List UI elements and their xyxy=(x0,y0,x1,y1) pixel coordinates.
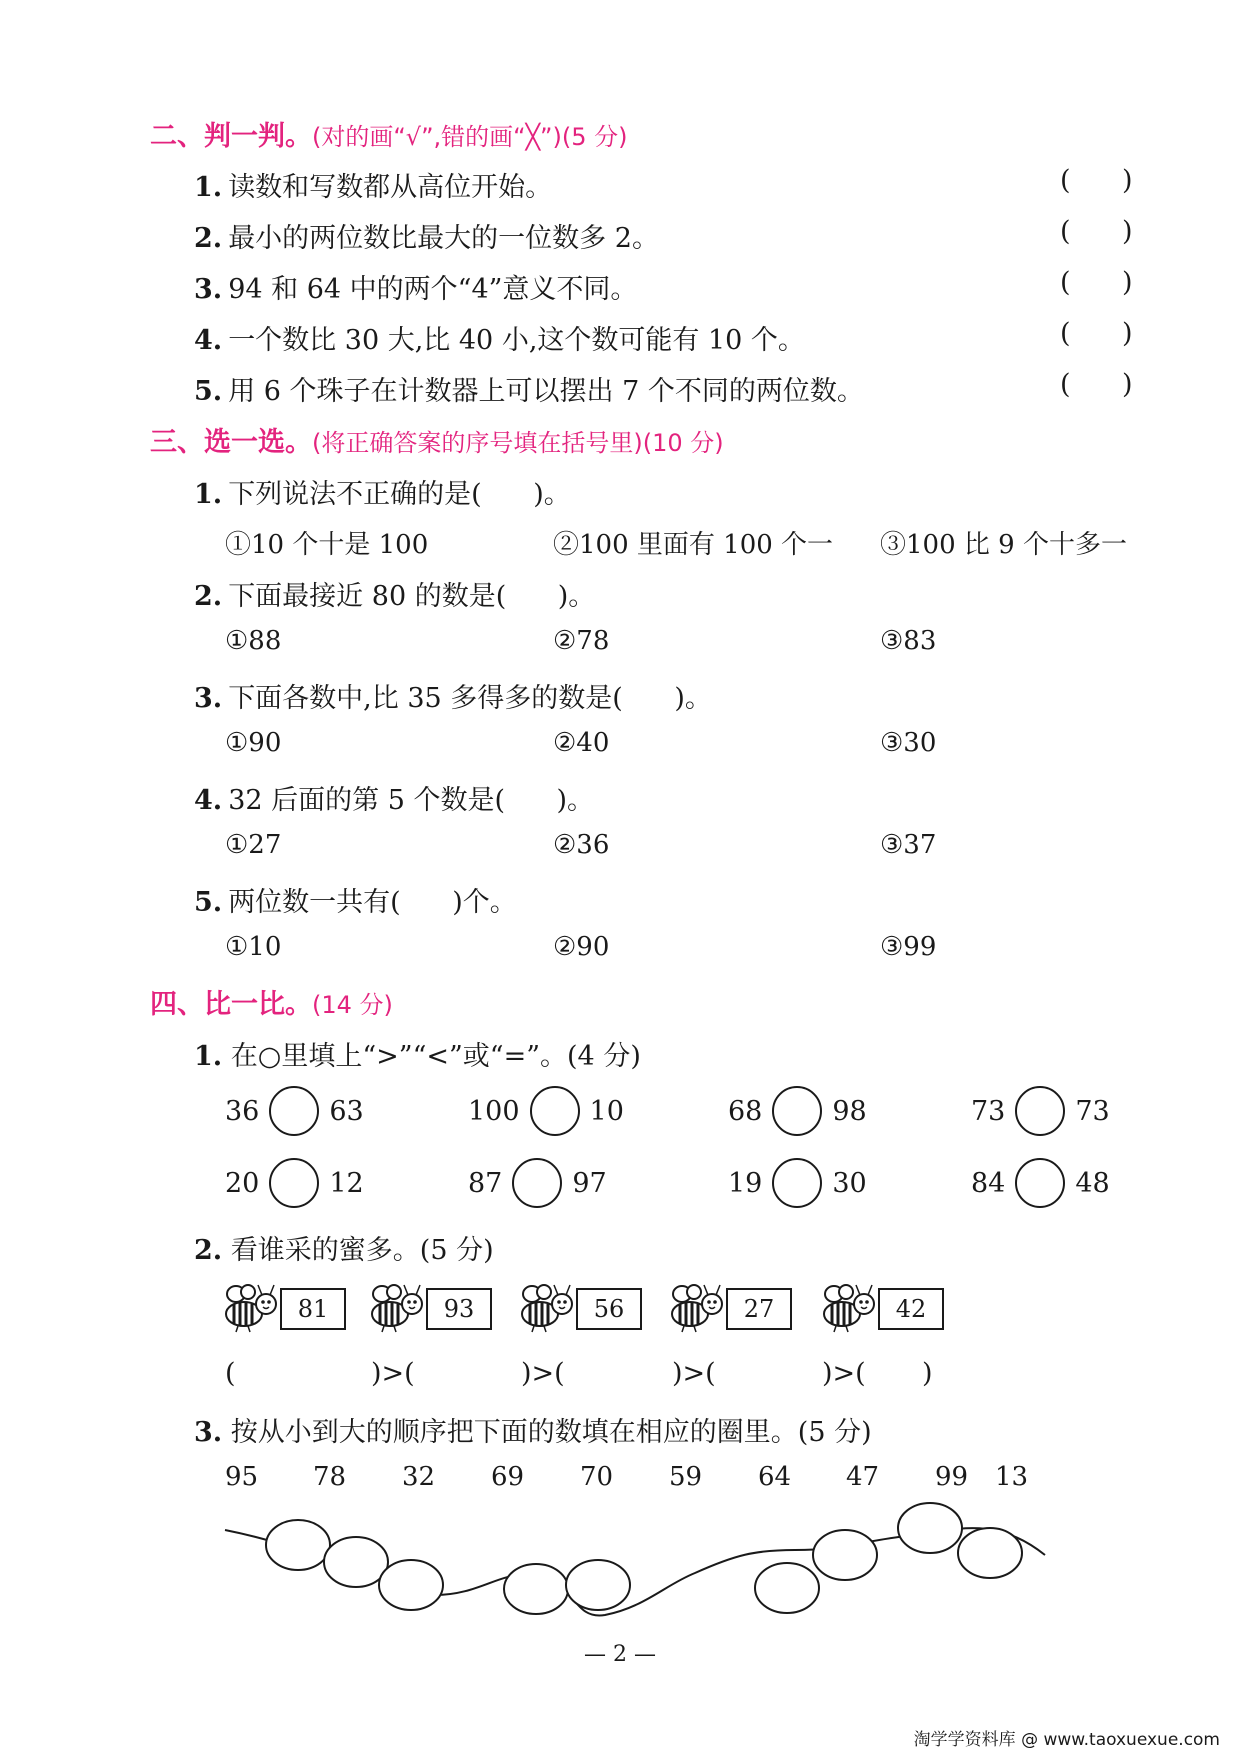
answer-circle-5[interactable] xyxy=(566,1560,630,1610)
bee-icon xyxy=(368,1280,426,1334)
choice-option[interactable]: ③30 xyxy=(880,728,937,758)
answer-circle-4[interactable] xyxy=(504,1564,568,1614)
answer-circle-7[interactable] xyxy=(813,1530,877,1580)
item-number: 5. xyxy=(194,887,223,918)
order-blank[interactable]: )>( xyxy=(672,1358,716,1389)
order-question-text: 按从小到大的顺序把下面的数填在相应的圈里。(5 分) xyxy=(230,1417,872,1448)
honey-box: 27 xyxy=(726,1288,792,1330)
choice-option[interactable]: ①27 xyxy=(225,830,282,860)
right-number: 63 xyxy=(329,1095,364,1127)
compare-pair xyxy=(225,1086,364,1136)
left-number: 20 xyxy=(225,1167,260,1199)
bee-icon xyxy=(820,1280,878,1334)
compare-circle[interactable] xyxy=(772,1086,822,1136)
section-2-note: (对的画“√”,错的画“╳”)(5 分) xyxy=(312,123,628,151)
choice-option[interactable]: ③83 xyxy=(880,626,937,656)
item-text: 用 6 个珠子在计数器上可以摆出 7 个不同的两位数。 xyxy=(228,376,864,407)
choice-option[interactable]: ②36 xyxy=(553,830,610,860)
honey-box: 93 xyxy=(426,1288,492,1330)
compare-circle[interactable] xyxy=(1015,1158,1065,1208)
section-2-heading xyxy=(150,114,627,153)
compare-circle[interactable] xyxy=(530,1086,580,1136)
section-2-title: 二、判一判。 xyxy=(150,121,312,152)
choice-question xyxy=(194,472,571,511)
bee-icon-wrap xyxy=(518,1280,576,1338)
order-blank: ( xyxy=(225,1358,236,1389)
answer-parens[interactable]: ( ) xyxy=(1060,267,1133,298)
bee-icon-wrap xyxy=(368,1280,426,1338)
item-text: 读数和写数都从高位开始。 xyxy=(228,172,553,203)
item-number: 3. xyxy=(194,274,223,305)
judge-item xyxy=(194,267,637,306)
answer-circle-3[interactable] xyxy=(379,1560,443,1610)
honey-box: 81 xyxy=(280,1288,346,1330)
item-text: 32 后面的第 5 个数是( )。 xyxy=(228,785,595,816)
number-to-order: 59 xyxy=(669,1462,703,1492)
compare-circle[interactable] xyxy=(269,1086,319,1136)
item-number: 4. xyxy=(194,325,223,356)
answer-circle-2[interactable] xyxy=(324,1537,388,1587)
compare-circle[interactable] xyxy=(512,1158,562,1208)
number-to-order: 99 xyxy=(935,1462,969,1492)
choice-option[interactable]: ①90 xyxy=(225,728,282,758)
order-question: 3. 按从小到大的顺序把下面的数填在相应的圈里。(5 分) xyxy=(194,1417,872,1448)
number-to-order: 13 xyxy=(995,1462,1029,1492)
bee-group xyxy=(518,1280,642,1338)
item-text: 两位数一共有( )个。 xyxy=(228,887,517,918)
choice-question xyxy=(194,880,517,919)
compare-pair xyxy=(728,1086,867,1136)
right-number: 73 xyxy=(1075,1095,1110,1127)
bee-group xyxy=(820,1280,944,1338)
honey-question-text: 看谁采的蜜多。(5 分) xyxy=(230,1235,494,1266)
answer-circle-8[interactable] xyxy=(898,1503,962,1553)
page-number: — 2 — xyxy=(584,1642,656,1667)
answer-parens[interactable]: ( ) xyxy=(1060,369,1133,400)
bee-icon-wrap xyxy=(820,1280,878,1338)
number-to-order: 32 xyxy=(402,1462,436,1492)
number-chain-diagram xyxy=(215,1495,1060,1625)
honey-box: 42 xyxy=(878,1288,944,1330)
section-4-heading xyxy=(150,982,393,1021)
item-number: 1. xyxy=(194,172,223,203)
answer-parens[interactable]: ( ) xyxy=(1060,165,1133,196)
bee-icon xyxy=(222,1280,280,1334)
judge-item xyxy=(194,369,864,408)
left-number: 68 xyxy=(728,1095,763,1127)
compare-circle[interactable] xyxy=(772,1158,822,1208)
choice-option[interactable]: ③100 比 9 个十多一 xyxy=(880,530,1127,560)
item-text: 下面最接近 80 的数是( )。 xyxy=(228,581,596,612)
left-number: 19 xyxy=(728,1167,763,1199)
right-number: 12 xyxy=(329,1167,364,1199)
section-3-note: (将正确答案的序号填在括号里)(10 分) xyxy=(312,429,724,457)
bee-icon-wrap xyxy=(222,1280,280,1338)
order-blank[interactable]: )>( xyxy=(371,1358,415,1389)
choice-option[interactable]: ②78 xyxy=(553,626,610,656)
order-blank: ) xyxy=(922,1358,933,1389)
bee-icon xyxy=(518,1280,576,1334)
number-to-order: 69 xyxy=(491,1462,525,1492)
choice-question xyxy=(194,574,595,613)
bee-group xyxy=(668,1280,792,1338)
honey-question: 2. 看谁采的蜜多。(5 分) xyxy=(194,1235,494,1266)
choice-option[interactable]: ②100 里面有 100 个一 xyxy=(553,530,834,560)
choice-option[interactable]: ①88 xyxy=(225,626,282,656)
compare-circle[interactable] xyxy=(1015,1086,1065,1136)
choice-option[interactable]: ③37 xyxy=(880,830,937,860)
order-blank[interactable]: )>( xyxy=(521,1358,565,1389)
section-4-note: (14 分) xyxy=(312,991,393,1019)
compare-question: 1. 在○里填上“>”“<”或“=”。(4 分) xyxy=(194,1041,641,1072)
number-to-order: 95 xyxy=(225,1462,259,1492)
item-text: 94 和 64 中的两个“4”意义不同。 xyxy=(228,274,638,305)
choice-option[interactable]: ③99 xyxy=(880,932,937,962)
number-to-order: 78 xyxy=(313,1462,347,1492)
item-number: 2. xyxy=(194,581,223,612)
item-number: 4. xyxy=(194,785,223,816)
choice-option[interactable]: ②90 xyxy=(553,932,610,962)
choice-option[interactable]: ②40 xyxy=(553,728,610,758)
section-3-heading xyxy=(150,420,724,459)
right-number: 48 xyxy=(1075,1167,1110,1199)
compare-circle[interactable] xyxy=(269,1158,319,1208)
item-text: 下面各数中,比 35 多得多的数是( )。 xyxy=(228,683,712,714)
number-to-order: 70 xyxy=(580,1462,614,1492)
item-number: 1. xyxy=(194,479,223,510)
bee-group xyxy=(222,1280,346,1338)
choice-option[interactable]: ①10 个十是 100 xyxy=(225,530,429,560)
right-number: 97 xyxy=(572,1167,607,1199)
number-to-order: 47 xyxy=(846,1462,880,1492)
number-to-order: 64 xyxy=(758,1462,792,1492)
item-number: 2. xyxy=(194,223,223,254)
item-number: 5. xyxy=(194,376,223,407)
answer-circle-9[interactable] xyxy=(958,1528,1022,1578)
right-number: 30 xyxy=(832,1167,867,1199)
answer-circle-6[interactable] xyxy=(755,1563,819,1613)
section-4-title: 四、比一比。 xyxy=(150,989,312,1020)
bee-group xyxy=(368,1280,492,1338)
left-number: 73 xyxy=(971,1095,1006,1127)
watermark: 淘学学资料库 @ www.taoxuexue.com xyxy=(914,1725,1220,1750)
choice-question xyxy=(194,778,594,817)
left-number: 100 xyxy=(468,1095,520,1127)
bee-icon xyxy=(668,1280,726,1334)
judge-item xyxy=(194,318,805,357)
answer-parens[interactable]: ( ) xyxy=(1060,216,1133,247)
answer-circle-1[interactable] xyxy=(266,1520,330,1570)
judge-item xyxy=(194,165,552,204)
right-number: 98 xyxy=(832,1095,867,1127)
left-number: 87 xyxy=(468,1167,503,1199)
choice-question xyxy=(194,676,712,715)
left-number: 84 xyxy=(971,1167,1006,1199)
right-number: 10 xyxy=(589,1095,624,1127)
compare-pair xyxy=(468,1158,607,1208)
choice-option[interactable]: ①10 xyxy=(225,932,282,962)
bee-icon-wrap xyxy=(668,1280,726,1338)
compare-pair xyxy=(728,1158,867,1208)
honey-box: 56 xyxy=(576,1288,642,1330)
item-text: 下列说法不正确的是( )。 xyxy=(228,479,571,510)
compare-pair xyxy=(971,1158,1110,1208)
compare-question-text: 在○里填上“>”“<”或“=”。(4 分) xyxy=(230,1041,641,1072)
compare-pair xyxy=(971,1086,1110,1136)
item-number: 3. xyxy=(194,683,223,714)
judge-item xyxy=(194,216,659,255)
item-text: 最小的两位数比最大的一位数多 2。 xyxy=(228,223,659,254)
compare-pair xyxy=(225,1158,364,1208)
compare-pair xyxy=(468,1086,624,1136)
order-blank[interactable]: )>( xyxy=(822,1358,866,1389)
section-3-title: 三、选一选。 xyxy=(150,427,312,458)
left-number: 36 xyxy=(225,1095,260,1127)
item-text: 一个数比 30 大,比 40 小,这个数可能有 10 个。 xyxy=(228,325,805,356)
answer-parens[interactable]: ( ) xyxy=(1060,318,1133,349)
